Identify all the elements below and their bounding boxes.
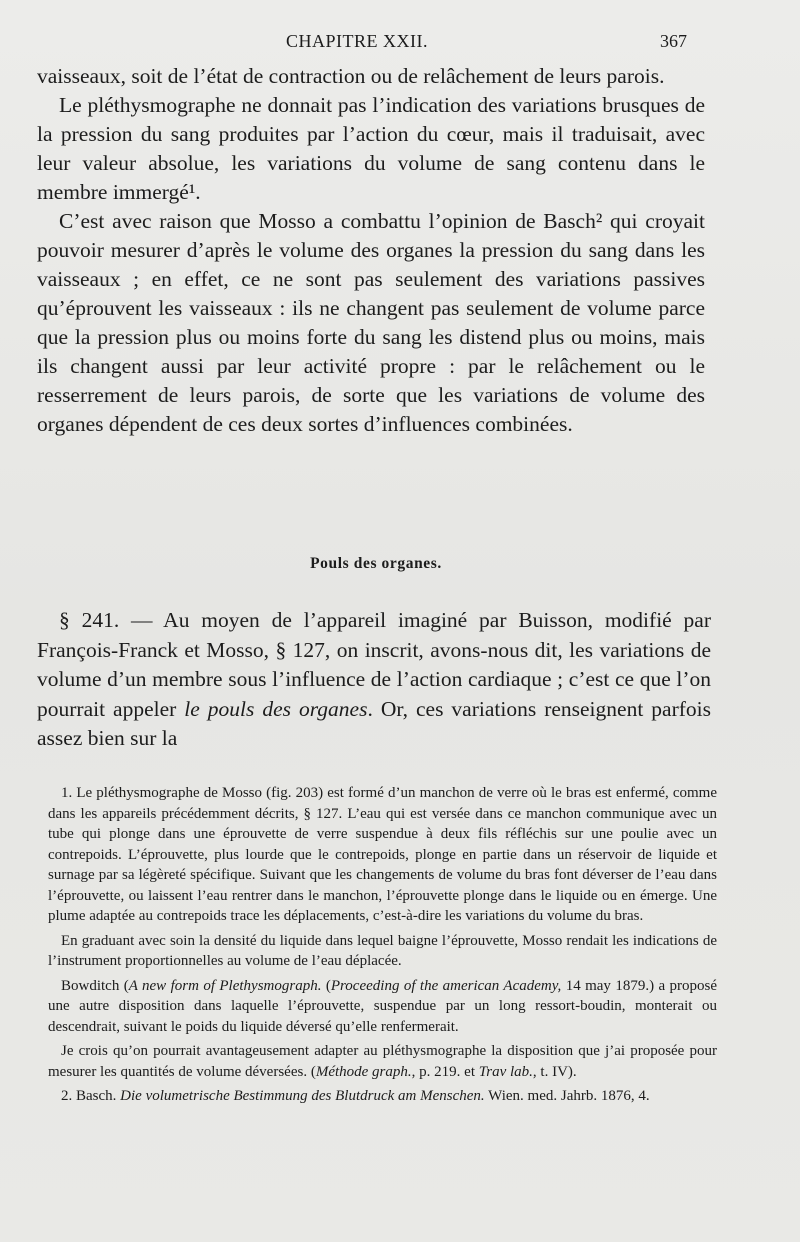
paragraph-241-end: . Or, ces variations renseignent parfois assez bien sur la	[37, 696, 711, 750]
paragraph-continuation: vaisseaux, soit de l’état de contraction ou de relâchement de leurs parois.	[37, 64, 665, 88]
footnote-text: , t. IV).	[532, 1063, 577, 1080]
body-text	[37, 62, 705, 439]
footnotes	[48, 783, 717, 1107]
footnote-1: 1. Le pléthysmographe de Mosso (fig. 203) est formé d’un manchon de verre où le bras est enfermé, comme dans les appareils précédemment décrits, § 127. L’eau qui est versée dans ce manchon communique avec un tube qui plonge dans une éprouvette de verre suspendue à deux fils réfléchis sur une poulie avec un contrepoids. L’éprouvette, plus lourde que le contrepoids, plonge en partie dans un réservoir de liquide et surnage par sa légèreté spécifique. Suivant que les changements de volume du bras font déverser de l’eau dans l’éprouvette, ou laissent l’eau rentrer dans le manchon, l’éprouvette plonge dans le liquide ou en émerge. Une plume adaptée au contrepoids trace les déplacements, c’est-à-dire les variations du volume du bras.	[48, 785, 717, 924]
section-body	[37, 606, 711, 754]
footnote-1-proposal	[48, 1041, 717, 1082]
paragraph-mosso-basch: C’est avec raison que Mosso a combattu l’opinion de Basch² qui croyait pouvoir mesurer d’après le volume des organes la pression du sang dans les vaisseaux ; en effet, ce ne sont pas seulement des variations passives qu’éprouvent les vaisseaux : ils ne changent pas seulement de volume parce que la pression plus ou moins forte du sang les distend plus ou moins, mais ils changent aussi par leur activité propre : par le relâchement ou le resserrement de leurs parois, de sorte que les variations de volume des organes dépendent de ces deux sortes d’influences combinées.	[37, 209, 705, 436]
footnote-text: Wien. med. Jahrb. 1876, 4.	[484, 1088, 650, 1104]
footnote-1-bowditch	[48, 976, 717, 1038]
footnote-text: , p. 219. et	[411, 1063, 479, 1080]
footnote-text: 14 may 1879.) a proposé une autre disposition dans laquelle l’éprouvette, suspendue par un long ressort-boudin, monterait ou descendrait, suivant le poids du liquide déversé qu’elle renfermerait.	[48, 977, 717, 1035]
paragraph-241-start: § 241. — Au moyen de l’appareil imaginé par Buisson, modifié par François-Franck et Mosso, § 127, on inscrit, avons-nous dit, les variations de volume d’un membre sous l’influence de l’action cardiaque ; c’est ce que l’on pourrait appeler	[37, 608, 711, 721]
footnote-2	[48, 1086, 717, 1107]
page-header	[0, 31, 800, 55]
footnote-text: Je crois qu’on pourrait avantageusement adapter au pléthysmographe la disposition que j’ai proposée pour mesurer les quantités de volume déversées. (	[48, 1043, 717, 1080]
paragraph-241-italic: le pouls des organes	[184, 696, 368, 721]
running-head: CHAPITRE XXII.	[286, 31, 428, 51]
footnote-italic: Trav lab.	[478, 1063, 533, 1080]
section-heading: Pouls des organes.	[310, 555, 442, 572]
footnote-italic: Méthode graph.	[315, 1063, 412, 1080]
footnote-1-density: En graduant avec soin la densité du liquide dans lequel baigne l’éprouvette, Mosso rendait les indications de l’instrument proportionnelles au volume de l’eau déplacée.	[48, 932, 717, 969]
footnote-text: 2. Basch.	[61, 1088, 121, 1104]
footnote-text: Bowditch (	[61, 977, 129, 994]
footnote-italic: Proceeding of the american Academy,	[330, 977, 562, 994]
footnote-text: (	[321, 977, 331, 994]
footnote-italic: Die volumetrische Bestimmung des Blutdruck am Menschen.	[120, 1088, 485, 1104]
page-number: 367	[660, 31, 687, 51]
paragraph-241	[37, 606, 711, 754]
paragraph-plethysmograph: Le pléthysmographe ne donnait pas l’indication des variations brusques de la pression du sang produites par l’action du cœur, mais il traduisait, avec leur valeur absolue, les variations du volume de sang contenu dans le membre immergé¹.	[37, 93, 705, 204]
footnote-italic: A new form of Plethysmograph.	[128, 977, 322, 994]
